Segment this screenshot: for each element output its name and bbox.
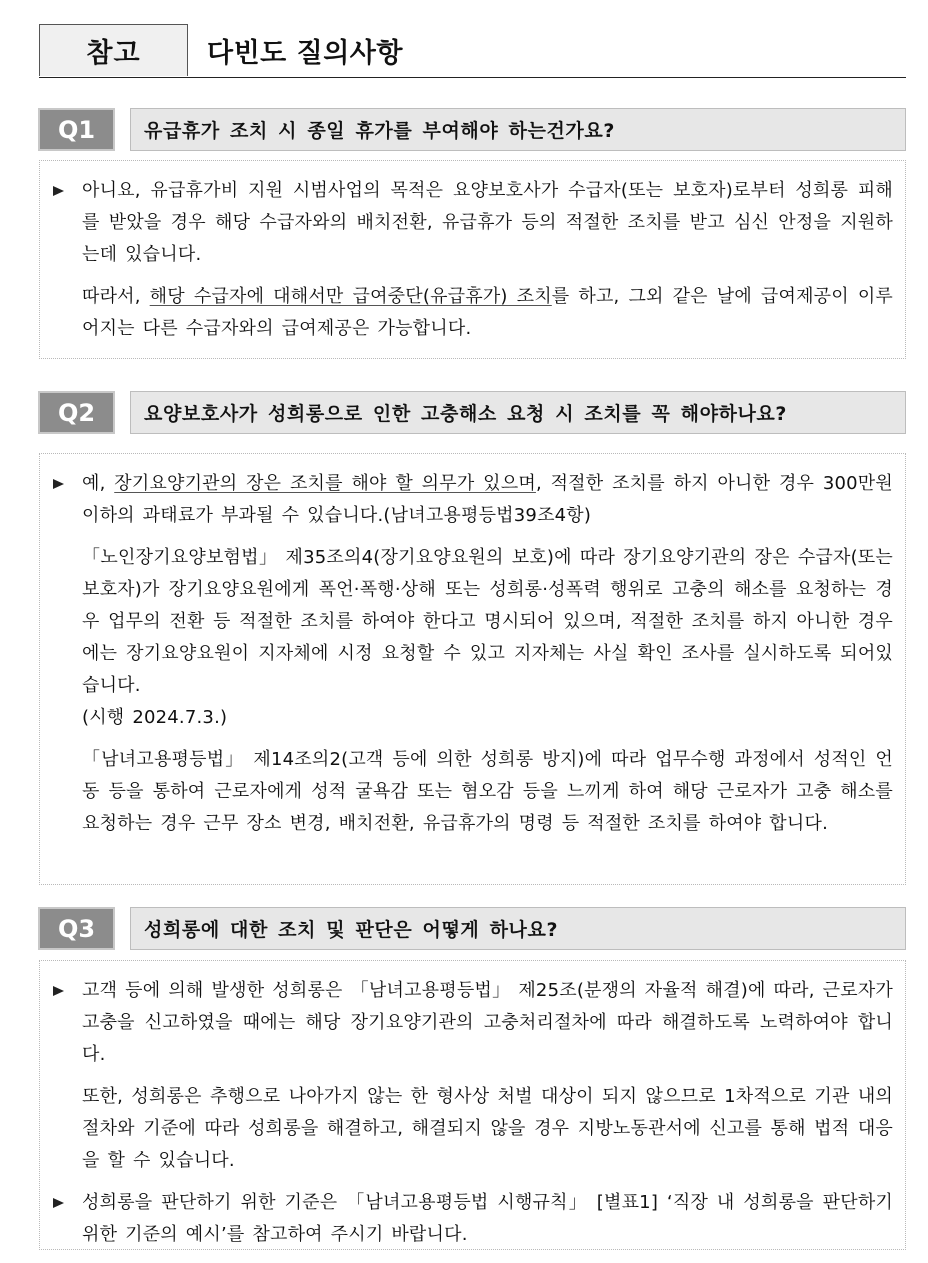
answer-text: 「노인장기요양보험법」 제35조의4(장기요양요원의 보호)에 따라 장기요양기관의 장은 수급자(또는 보호자)가 장기요양요원에게 폭언·폭행·상해 또는 성희롱·성폭력 행위로 고충의 해소를 요청하는 경우 업무의 전환 등 적절한 조치를 하여야 한다고 명시되어 있으며, 적절한 조치를 하지 아니한 경우에는 장기요양요원이 지자체에 시정 요청할 수 있고 지자체는 사실 확인 조사를 실시하도록 되어있습니다. (82, 547, 893, 696)
answer-text: 또한, 성희롱은 추행으로 나아가지 않는 한 형사상 처벌 대상이 되지 않으므로 1차적으로 기관 내의 절차와 기준에 따라 성희롱을 해결하고, 해결되지 않을 경우 지방노동관서에 신고를 통해 법적 대응을 할 수 있습니다. (82, 1086, 893, 1171)
question-header-q2 (38, 391, 906, 434)
triangle-right-icon (53, 186, 64, 196)
answer-paragraph (40, 1187, 893, 1251)
page-header (39, 24, 906, 78)
underlined-emphasis: 해당 수급자에 대해서만 급여중단(유급휴가) 조치 (149, 286, 552, 307)
answer-box-q3 (39, 960, 906, 1250)
triangle-right-icon (53, 986, 64, 996)
answer-paragraph (40, 175, 893, 271)
question-badge: Q3 (38, 907, 115, 950)
question-header-q3 (38, 907, 906, 950)
answer-paragraph (40, 744, 893, 840)
answer-paragraph (40, 975, 893, 1071)
question-badge: Q2 (38, 391, 115, 434)
question-text: 성희롱에 대한 조치 및 판단은 어떻게 하나요? (130, 907, 906, 950)
answer-text: 예, (82, 473, 115, 494)
answer-text: 「남녀고용평등법」 제14조의2(고객 등에 의한 성희롱 방지)에 따라 업무수행 과정에서 성적인 언동 등을 통하여 근로자에게 성적 굴욕감 또는 혐오감 등을 느끼게 하여 해당 근로자가 고충 해소를 요청하는 경우 근무 장소 변경, 배치전환, 유급휴가의 명령 등 적절한 조치를 하여야 합니다. (82, 749, 893, 834)
triangle-right-icon (53, 479, 64, 489)
answer-text: 를 하고, 그외 같은 날에 급여제공이 이루어지는 다른 수급자와의 급여제공은 가능합니다. (82, 286, 894, 339)
note-text: (시행 2024.7.3.) (82, 707, 228, 728)
question-header-q1 (38, 108, 906, 151)
answer-paragraph (40, 1081, 893, 1177)
answer-box-q2 (39, 453, 906, 885)
answer-text: 고객 등에 의해 발생한 성희롱은 「남녀고용평등법」 제25조(분쟁의 자율적 해결)에 따라, 근로자가 고충을 신고하였을 때에는 해당 장기요양기관의 고충처리절차에 따라 해결하도록 노력하여야 합니다. (82, 980, 893, 1065)
answer-paragraph (40, 542, 893, 702)
effective-date-note (40, 702, 893, 734)
underlined-emphasis: 장기요양기관의 장은 조치를 해야 할 의무가 있으며 (114, 473, 536, 494)
answer-text: 성희롱을 판단하기 위한 기준은 「남녀고용평등법 시행규칙」 [별표1] ‘직장 내 성희롱을 판단하기 위한 기준의 예시’를 참고하여 주시기 바랍니다. (82, 1192, 893, 1245)
question-text: 요양보호사가 성희롱으로 인한 고충해소 요청 시 조치를 꼭 해야하나요? (130, 391, 906, 434)
answer-paragraph (40, 468, 893, 532)
reference-tag: 참고 (39, 24, 188, 76)
triangle-right-icon (53, 1198, 64, 1208)
answer-paragraph (40, 281, 893, 345)
answer-box-q1 (39, 160, 906, 359)
question-badge: Q1 (38, 108, 115, 151)
answer-text: 따라서, (82, 286, 150, 307)
answer-text: , 적절한 조치를 하지 아니한 경우 300만원 이하의 과태료가 부과될 수 있습니다.(남녀고용평등법39조4항) (82, 473, 893, 526)
question-text: 유급휴가 조치 시 종일 휴가를 부여해야 하는건가요? (130, 108, 906, 151)
page-title: 다빈도 질의사항 (207, 37, 403, 69)
answer-text: 아니요, 유급휴가비 지원 시범사업의 목적은 요양보호사가 수급자(또는 보호자)로부터 성희롱 피해를 받았을 경우 해당 수급자와의 배치전환, 유급휴가 등의 적절한 조치를 받고 심신 안정을 지원하는데 있습니다. (82, 180, 893, 265)
